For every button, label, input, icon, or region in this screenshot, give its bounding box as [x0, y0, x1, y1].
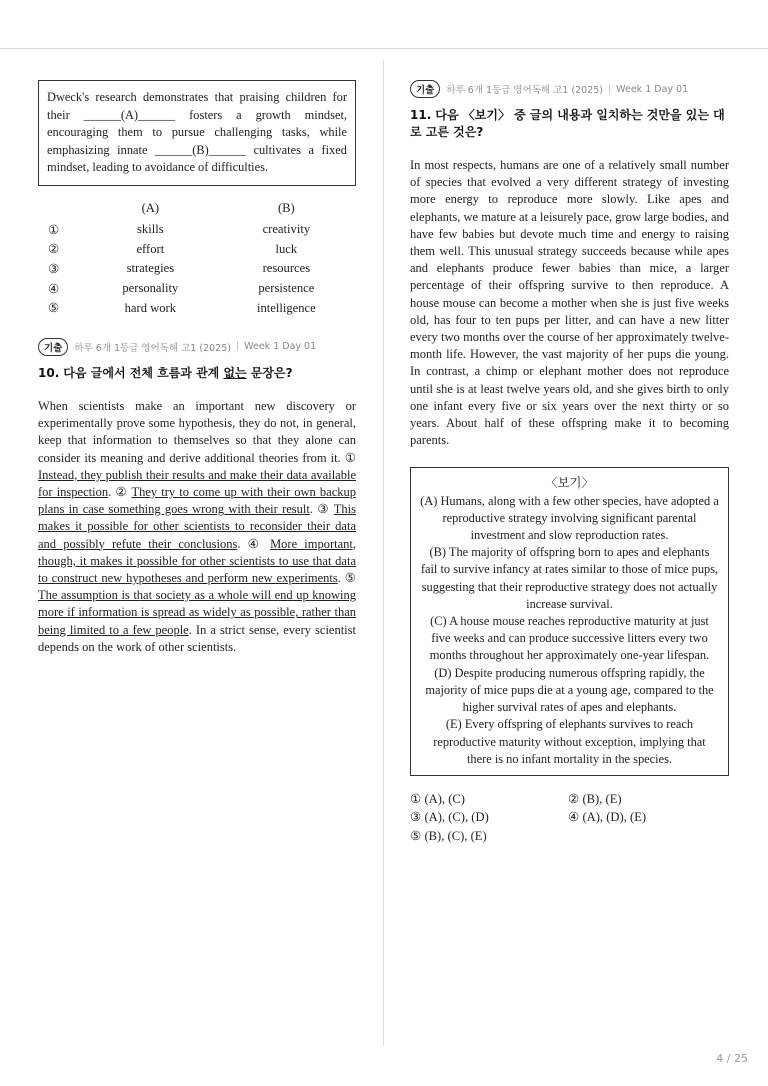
summary-line2: fosters a growth mindset, encouraging them to pursue challenging tasks, while emphasizing innate	[47, 107, 347, 157]
q10-week: Week 1 Day 01	[244, 341, 317, 353]
header-a: (A)	[141, 201, 160, 216]
option-row[interactable]	[38, 240, 356, 260]
option-b: luck	[275, 241, 298, 256]
bogi-item-c: (C) A house mouse reaches reproductive maturity at just five weeks and can produce successive litters every two months throughout her approximately one-year lifespan.	[429, 614, 710, 663]
option-number: ①	[48, 222, 60, 237]
q11-week: Week 1 Day 01	[616, 83, 689, 95]
marker-1: ①	[344, 450, 356, 465]
option-a: strategies	[126, 261, 175, 276]
bogi-title: 〈보기〉	[545, 476, 594, 491]
blank-b: ______(B)______	[155, 142, 246, 157]
bogi-item-e: (E) Every offspring of elephants survives to reach reproductive maturity without exception, implying that there is no infant mortality in the species.	[433, 717, 706, 766]
page-number: 4 / 25	[716, 1052, 748, 1065]
options-header-row	[38, 198, 356, 220]
summary-line1: Dweck's research demonstrates that praising children for their	[47, 90, 347, 122]
marker-2: ②	[115, 484, 128, 499]
q11-tag-badge: 기출	[410, 80, 440, 98]
option-row[interactable]	[38, 298, 356, 318]
bogi-item-a: (A) Humans, along with a few other species, have adopted a reproductive strategy involving significant parental investment and slow reproduction rates.	[420, 493, 719, 543]
option-number: ③	[48, 261, 60, 276]
option-b: intelligence	[256, 300, 316, 315]
q10-tag-badge: 기출	[38, 338, 68, 356]
bogi-item-b: (B) The majority of offspring born to apes and elephants fail to survive infancy at rates similar to those of mice pups, suggesting that their reproductive strategy does not actually increase survival.	[420, 545, 719, 611]
option-b: persistence	[258, 281, 315, 296]
q10-title	[38, 365, 356, 382]
sentence-5: The assumption is that society as a whole will end up knowing more if information is spread as widely as possible, rather than being limited to a few people	[38, 588, 356, 637]
option-a: hard work	[124, 300, 177, 315]
marker-3: ③	[317, 502, 330, 517]
separator: |	[235, 341, 240, 353]
sentence-2: They try to come up with their own backup plans in case something goes wrong with their result	[38, 484, 356, 517]
sentence-3: This makes it possible for other scientists to reconsider their data and possibly refute their conclusions	[38, 502, 357, 551]
option-a: skills	[137, 222, 164, 237]
left-column	[38, 80, 356, 656]
option-b: creativity	[262, 222, 311, 237]
option-a: effort	[136, 241, 165, 256]
right-column	[410, 80, 729, 845]
choice-4[interactable]: ④ (A), (D), (E)	[568, 810, 647, 825]
q11-choices	[410, 790, 729, 845]
column-divider	[383, 60, 384, 1045]
option-row[interactable]	[38, 259, 356, 279]
q10-source-line	[38, 338, 356, 356]
option-row[interactable]	[38, 220, 356, 240]
blank-a: ______(A)______	[83, 107, 176, 122]
choice-3[interactable]: ③ (A), (C), (D)	[410, 810, 489, 825]
option-a: personality	[122, 281, 179, 296]
option-number: ④	[48, 281, 60, 296]
q11-source-line	[410, 80, 729, 98]
separator: |	[607, 83, 612, 95]
q10-source: 하루 6개 1등급 영어독해 고1 (2025)	[74, 342, 231, 354]
q10-conclusion: . In a strict sense, every scientist depends on the work of other scientists.	[38, 622, 356, 654]
q10-title-pre: 10. 다음 글에서 전체 흐름과 관계	[38, 365, 224, 380]
q11-source: 하루 6개 1등급 영어독해 고1 (2025)	[446, 85, 603, 96]
summary-box	[38, 80, 356, 186]
marker-4: ④	[247, 536, 263, 551]
answer-options-table	[38, 198, 356, 318]
sentence-1: Instead, they publish their results and make their data available for inspection	[38, 467, 356, 499]
choice-2[interactable]: ② (B), (E)	[568, 791, 622, 806]
option-b: resources	[262, 261, 311, 276]
choice-5[interactable]: ⑤ (B), (C), (E)	[410, 828, 487, 843]
bogi-item-d: (D) Despite producing numerous offspring rapidly, the majority of mice pups die at a young age, compared to the higher survival rates of apes and elephants.	[425, 665, 714, 715]
q10-intro: When scientists make an important new discovery or experimentally prove some hypothesis, they do not, in general, keep that information to themselves so that they alone can consider its meaning and derive additional theories from it.	[38, 398, 356, 465]
header-b: (B)	[277, 201, 295, 216]
option-row[interactable]	[38, 279, 356, 299]
summary-line3: cultivates a fixed mindset, leading to avoidance of difficulties.	[47, 142, 347, 175]
option-number: ②	[48, 242, 60, 257]
option-number: ⑤	[48, 301, 60, 316]
marker-5: ⑤	[344, 570, 357, 585]
q10-passage: When scientists make an important new discovery or experimentally prove some hypothesis, they do not, in general, keep that information to themselves so that they alone can consider its meaning and derive additional theories from it. ① Instead, they publish their results and make their data available for inspection. ② They try to come up with their own backup plans in case something goes wrong with their result. ③ This makes it possible for other scientists to reconsider their data and possibly refute their conclusions. ④ More important, though, it makes it possible for other scientists to use that data to construct new hypotheses and perform new experiments. ⑤ The assumption is that society as a whole will end up knowing more if information is spread as widely as possible, rather than being limited to a few people. In a strict sense, every scientist depends on the work of other scientists.	[38, 398, 357, 654]
bogi-box	[410, 467, 729, 775]
q10-title-post: 문장은?	[246, 365, 293, 380]
q10-title-underlined: 없는	[223, 365, 247, 380]
q11-title: 11. 다음 〈보기〉 중 글의 내용과 일치하는 것만을 있는 대로 고른 것은?	[410, 108, 725, 139]
header-rule	[0, 48, 768, 49]
sentence-4: More important, though, it makes it possible for other scientists to use that data to construct new hypotheses and perform new experiments	[38, 536, 357, 585]
choice-1[interactable]: ① (A), (C)	[410, 791, 466, 806]
q11-passage: In most respects, humans are one of a relatively small number of species that evolved a very different strategy of investing more energy to reproduce more slowly. Like apes and elephants, we mature at a leisurely pace, grow large bodies, and have few babies but devote much time and energy to raising them well. This unusual strategy succeeds because while apes and elephants produce fewer babies than mice, a larger percentage of their offspring survive to then reproduce. A house mouse can become a mother when she is just five weeks old, has four to ten pups per litter, and can have a new litter every two months over the course of her approximately twelve-month life. However, the vast majority of her pups die young. In contrast, a chimp or elephant mother does not reproduce until she is at least twelve years old, and she gives birth to only one infant every five or six years over the next thirty or so years. About half of these offspring make it to becoming parents.	[410, 158, 729, 448]
